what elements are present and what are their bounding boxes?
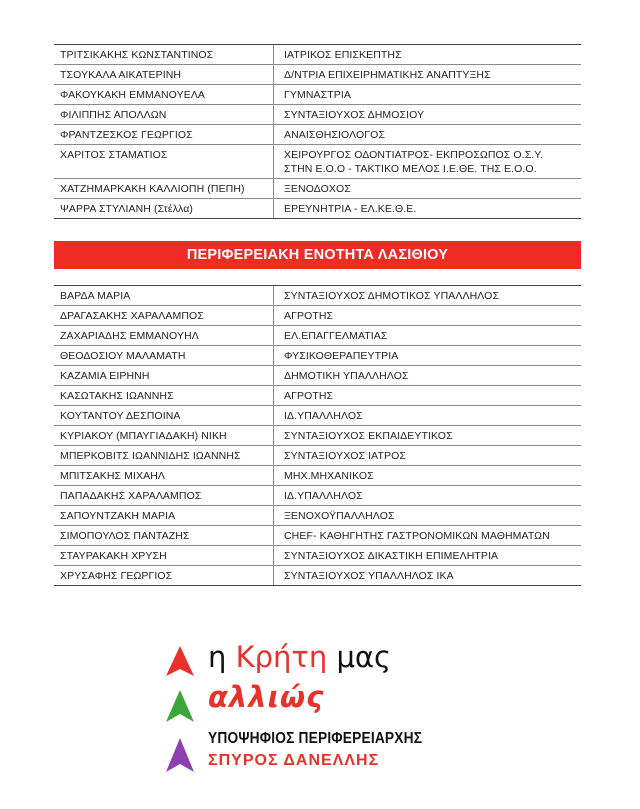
profession-cell: ΞΕΝΟΔΟΧΟΣ <box>284 183 351 195</box>
triangles-logo-icon <box>160 640 208 790</box>
slogan-suffix: μας <box>327 640 392 674</box>
table-row <box>54 285 581 306</box>
candidate-name-cell: ΤΣΟΥΚΑΛΑ ΑΙΚΑΤΕΡΙΝΗ <box>54 65 274 84</box>
table-row <box>54 44 581 65</box>
slogan-line-1 <box>208 640 391 674</box>
slogan-prefix: η <box>208 640 236 674</box>
profession-cell: ΑΝΑΙΣΘΗΣΙΟΛΟΓΟΣ <box>284 129 386 141</box>
candidate-name-cell: ΦΑΚΟΥΚΑΚΗ ΕΜΜΑΝΟΥΕΛΑ <box>54 85 274 104</box>
candidate-name-cell: ΦΙΛΙΠΠΗΣ ΑΠΟΛΛΩΝ <box>54 105 274 124</box>
profession-cell: ΣΥΝΤΑΞΙΟΥΧΟΣ ΔΙΚΑΣΤΙΚΗ ΕΠΙΜΕΛΗΤΡΙΑ <box>284 550 499 562</box>
campaign-logo <box>160 640 460 790</box>
table-row <box>54 85 581 105</box>
candidate-name-cell: ΚΑΣΩΤΑΚΗΣ ΙΩΑΝΝΗΣ <box>54 386 274 405</box>
profession-cell: ΑΓΡΟΤΗΣ <box>284 310 334 322</box>
slogan-highlight: Κρήτη <box>235 640 328 674</box>
table-row <box>54 526 581 546</box>
profession-cell: ΦΥΣΙΚΟΘΕΡΑΠΕΥΤΡΙΑ <box>284 350 399 362</box>
table-row <box>54 199 581 219</box>
profession-cell: CHEF- ΚΑΘΗΓΗΤΗΣ ΓΑΣΤΡΟΝΟΜΙΚΩΝ ΜΑΘΗΜΑΤΩΝ <box>284 530 550 542</box>
table-row <box>54 366 581 386</box>
profession-cell: ΧΕΙΡΟΥΡΓΟΣ ΟΔΟΝΤΙΑΤΡΟΣ- ΕΚΠΡΟΣΩΠΟΣ Ο.Σ.Υ. ΣΤΗΝ Ε.Ο.Ο - ΤΑΚΤΙΚΟ ΜΕΛΟΣ Ι.Ε.ΘΕ. ΤΗΣ Ε.Ο.Ο. <box>284 149 544 175</box>
profession-cell: Δ/ΝΤΡΙΑ ΕΠΙΧΕΙΡΗΜΑΤΙΚΗΣ ΑΝΑΠΤΥΞΗΣ <box>284 69 491 81</box>
table-row <box>54 145 581 179</box>
profession-cell: ΑΓΡΟΤΗΣ <box>284 390 334 402</box>
candidate-name-cell: ΣΑΠΟΥΝΤΖΑΚΗ ΜΑΡΙΑ <box>54 506 274 525</box>
profession-cell: ΕΡΕΥΝΗΤΡΙΑ - ΕΛ.ΚΕ.Θ.Ε. <box>284 203 417 215</box>
table-row <box>54 426 581 446</box>
profession-cell: ΣΥΝΤΑΞΙΟΥΧΟΣ ΔΗΜΟΤΙΚΟΣ ΥΠΑΛΛΗΛΟΣ <box>284 290 500 302</box>
candidate-name-cell: ΤΡΙΤΣΙΚΑΚΗΣ ΚΩΝΣΤΑΝΤΙΝΟΣ <box>54 45 274 64</box>
candidates-table-1 <box>54 44 581 219</box>
candidate-name-cell: ΦΡΑΝΤΖΕΣΚΟΣ ΓΕΩΡΓΙΟΣ <box>54 125 274 144</box>
table-row <box>54 125 581 145</box>
profession-cell: ΙΔ.ΥΠΑΛΛΗΛΟΣ <box>284 410 363 422</box>
profession-cell: ΕΛ.ΕΠΑΓΓΕΛΜΑΤΙΑΣ <box>284 330 388 342</box>
red-triangle-icon <box>166 646 194 676</box>
table-row <box>54 65 581 85</box>
section-title: ΠΕΡΙΦΕΡΕΙΑΚΗ ΕΝΟΤΗΤΑ ΛΑΣΙΘΙΟΥ <box>186 247 449 263</box>
slogan-line-2: αλλιώς <box>208 680 325 714</box>
table-row <box>54 466 581 486</box>
green-triangle-icon <box>166 690 194 722</box>
candidate-name-cell: ΣΤΑΥΡΑΚΑΚΗ ΧΡΥΣΗ <box>54 546 274 565</box>
profession-cell: ΓΥΜΝΑΣΤΡΙΑ <box>284 89 351 101</box>
candidate-name-cell: ΖΑΧΑΡΙΑΔΗΣ ΕΜΜΑΝΟΥΗΛ <box>54 326 274 345</box>
candidate-name-cell: ΚΑΖΑΜΙΑ ΕΙΡΗΝΗ <box>54 366 274 385</box>
table-row <box>54 179 581 199</box>
profession-cell: ΙΑΤΡΙΚΟΣ ΕΠΙΣΚΕΠΤΗΣ <box>284 49 402 61</box>
candidate-name-cell: ΧΑΤΖΗΜΑΡΚΑΚΗ ΚΑΛΛΙΟΠΗ (ΠΕΠΗ) <box>54 179 274 198</box>
profession-cell: ΜΗΧ.ΜΗΧΑΝΙΚΟΣ <box>284 470 374 482</box>
candidate-name-cell: ΜΠΕΡΚΟΒΙΤΣ ΙΩΑΝΝΙΔΗΣ ΙΩΑΝΝΗΣ <box>54 446 274 465</box>
profession-cell: ΔΗΜΟΤΙΚΗ ΥΠΑΛΛΗΛΟΣ <box>284 370 409 382</box>
candidate-name-cell: ΔΡΑΓΑΣΑΚΗΣ ΧΑΡΑΛΑΜΠΟΣ <box>54 306 274 325</box>
candidate-name-cell: ΧΑΡΙΤΟΣ ΣΤΑΜΑΤΙΟΣ <box>54 145 274 178</box>
table-row <box>54 486 581 506</box>
profession-cell: ΣΥΝΤΑΞΙΟΥΧΟΣ ΙΑΤΡΟΣ <box>284 450 406 462</box>
table-row <box>54 326 581 346</box>
candidate-title: ΥΠΟΨΗΦΙΟΣ ΠΕΡΙΦΕΡΕΙΑΡΧΗΣ <box>208 730 423 747</box>
table-row <box>54 406 581 426</box>
table-row <box>54 346 581 366</box>
profession-cell: ΙΔ.ΥΠΑΛΛΗΛΟΣ <box>284 490 363 502</box>
profession-cell: ΣΥΝΤΑΞΙΟΥΧΟΣ ΕΚΠΑΙΔΕΥΤΙΚΟΣ <box>284 430 453 442</box>
profession-cell: ΣΥΝΤΑΞΙΟΥΧΟΣ ΥΠΑΛΛΗΛΟΣ ΙΚΑ <box>284 570 454 582</box>
candidates-table-2 <box>54 285 581 586</box>
table-row <box>54 546 581 566</box>
candidate-name-cell: ΣΙΜΟΠΟΥΛΟΣ ΠΑΝΤΑΖΗΣ <box>54 526 274 545</box>
table-row <box>54 506 581 526</box>
table-row <box>54 306 581 326</box>
profession-cell: ΞΕΝΟΧΟΫΠΑΛΛΗΛΟΣ <box>284 510 395 522</box>
candidate-name-cell: ΚΟΥΤΑΝΤΟΥ ΔΕΣΠΟΙΝΑ <box>54 406 274 425</box>
table-row <box>54 386 581 406</box>
table-row <box>54 446 581 466</box>
candidate-name-cell: ΚΥΡΙΑΚΟΥ (ΜΠΑΥΓΙΑΔΑΚΗ) ΝΙΚΗ <box>54 426 274 445</box>
candidate-name-cell: ΒΑΡΔΑ ΜΑΡΙΑ <box>54 286 274 305</box>
profession-cell: ΣΥΝΤΑΞΙΟΥΧΟΣ ΔΗΜΟΣΙΟΥ <box>284 109 425 121</box>
table-row <box>54 566 581 586</box>
section-header-lasithi <box>54 241 581 269</box>
table-row <box>54 105 581 125</box>
candidate-name-cell: ΘΕΟΔΟΣΙΟΥ ΜΑΛΑΜΑΤΗ <box>54 346 274 365</box>
purple-triangle-icon <box>166 738 194 772</box>
candidate-name-cell: ΜΠΙΤΣΑΚΗΣ ΜΙΧΑΗΛ <box>54 466 274 485</box>
candidate-name-cell: ΧΡΥΣΑΦΗΣ ΓΕΩΡΓΙΟΣ <box>54 566 274 585</box>
candidate-name-cell: ΠΑΠΑΔΑΚΗΣ ΧΑΡΑΛΑΜΠΟΣ <box>54 486 274 505</box>
candidate-name: ΣΠΥΡΟΣ ΔΑΝΕΛΛΗΣ <box>208 752 380 769</box>
candidate-name-cell: ΨΑΡΡΑ ΣΤΥΛΙΑΝΗ (Στέλλα) <box>54 199 274 218</box>
